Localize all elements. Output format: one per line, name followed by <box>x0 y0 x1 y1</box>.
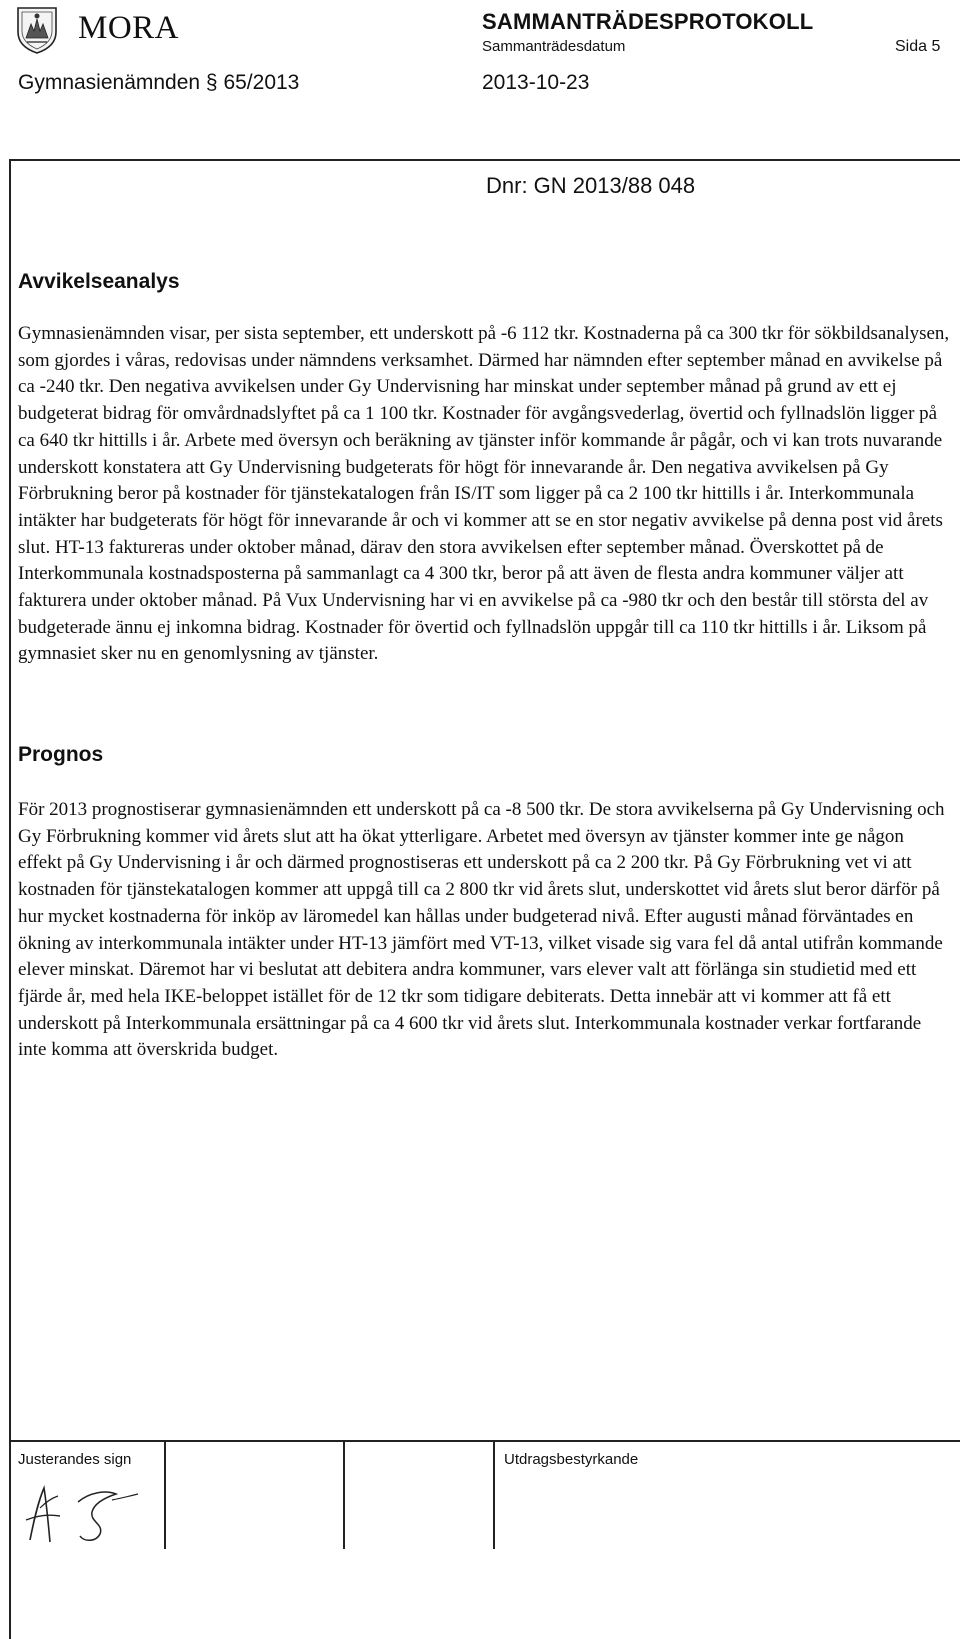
document-title: SAMMANTRÄDESPROTOKOLL <box>482 9 814 34</box>
meeting-date: 2013-10-23 <box>482 71 590 94</box>
coat-of-arms-icon <box>12 4 62 54</box>
signature-rule <box>9 1440 960 1442</box>
reference-number: Dnr: GN 2013/88 048 <box>486 173 696 198</box>
excerpt-label: Utdragsbestyrkande <box>504 1451 639 1468</box>
brand-name: MORA <box>78 10 180 46</box>
signature-divider <box>493 1441 495 1549</box>
signature-label: Justerandes sign <box>18 1451 132 1468</box>
section-text-avvikelseanalys: Gymnasienämnden visar, per sista september, ett underskott på -6 112 tkr. Kostnaderna på ca 300 tkr för sökbildsanalysen, som gjordes i våras, redovisas under nämndens verksamhet. Därmed har nämnden efter september månad en avvikelse på ca -240 tkr. Den negativa avvikelsen under Gy Undervisning har minskat under september månad på grund av ett ej budgeterat bidrag för omvårdnadslyftet på ca 1 100 tkr. Kostnader för avgångsvederlag, övertid och fyllnadslön ligger på ca 640 tkr hittills i år. Arbete med översyn och beräkning av tjänster inför kommande år pågår, och vi kan trots nuvarande underskott konstatera att Gy Undervisning budgeterats för högt för innevarande år. Den negativa avvikelsen på Gy Förbrukning beror på kostnader för tjänstekatalogen från IS/IT som ligger på ca 2 100 tkr hittills i år. Interkommunala intäkter har budgeterats för högt för innevarande år och vi kommer att se en stor negativ avvikelse på denna post vid årets slut. HT-13 faktureras under oktober månad, därav den stora avvikelsen efter september månad. Överskottet på de Interkommunala kostnadsposterna på sammanlagt ca 4 300 tkr, beror på att även de flesta andra kommuner väljer att fakturera under oktober månad. På Vux Undervisning har vi en avvikelse på ca -980 tkr och den består till största del av budgeterade ännu ej inkomna bidrag. Kostnader för övertid och fyllnadslön uppgår till ca 110 tkr hittills i år. Liksom på gymnasiet sker nu en genomlysning av tjänster. <box>18 323 950 665</box>
meeting-date-label: Sammanträdesdatum <box>482 38 626 55</box>
section-heading-prognos: Prognos <box>18 743 104 766</box>
signature-divider <box>343 1441 345 1549</box>
handwritten-signature-icon <box>20 1480 170 1548</box>
page-number: Sida 5 <box>895 38 941 55</box>
committee-paragraph: Gymnasienämnden § 65/2013 <box>18 71 300 94</box>
section-heading-avvikelseanalys: Avvikelseanalys <box>18 270 180 293</box>
section-text-prognos: För 2013 prognostiserar gymnasienämnden ett underskott på ca -8 500 tkr. De stora avvikelserna på Gy Undervisning och Gy Förbrukning kommer vid årets slut att ha ökat ytterligare. Arbetet med översyn av tjänster kommer inte ge någon effekt på Gy Undervisning i år och därmed prognostiseras ett underskott på ca 2 200 tkr. På Gy Förbrukning vet vi att kostnaden för tjänstekatalogen kommer att uppgå till ca 2 800 tkr vid årets slut, underskottet vid årets slut beror därför på hur mycket kostnaderna för inköp av läromedel kan hållas under budgeterad nivå. Efter augusti månad förväntades en ökning av interkommunala intäkter under HT-13 jämfört med VT-13, vilket visade sig vara fel då antal utifrån kommande elever minskat. Däremot har vi beslutat att debitera andra kommuner, vars elever valt att förlänga sin studietid med ett fjärde år, med hela IKE-beloppet istället för de 12 tkr som tidigare debiterats. Detta innebär att vi kommer att få ett underskott på Interkommunala ersättningar på ca 4 600 tkr vid årets slut. Interkommunala kostnader verkar fortfarande inte komma att överskrida budget. <box>18 799 945 1061</box>
